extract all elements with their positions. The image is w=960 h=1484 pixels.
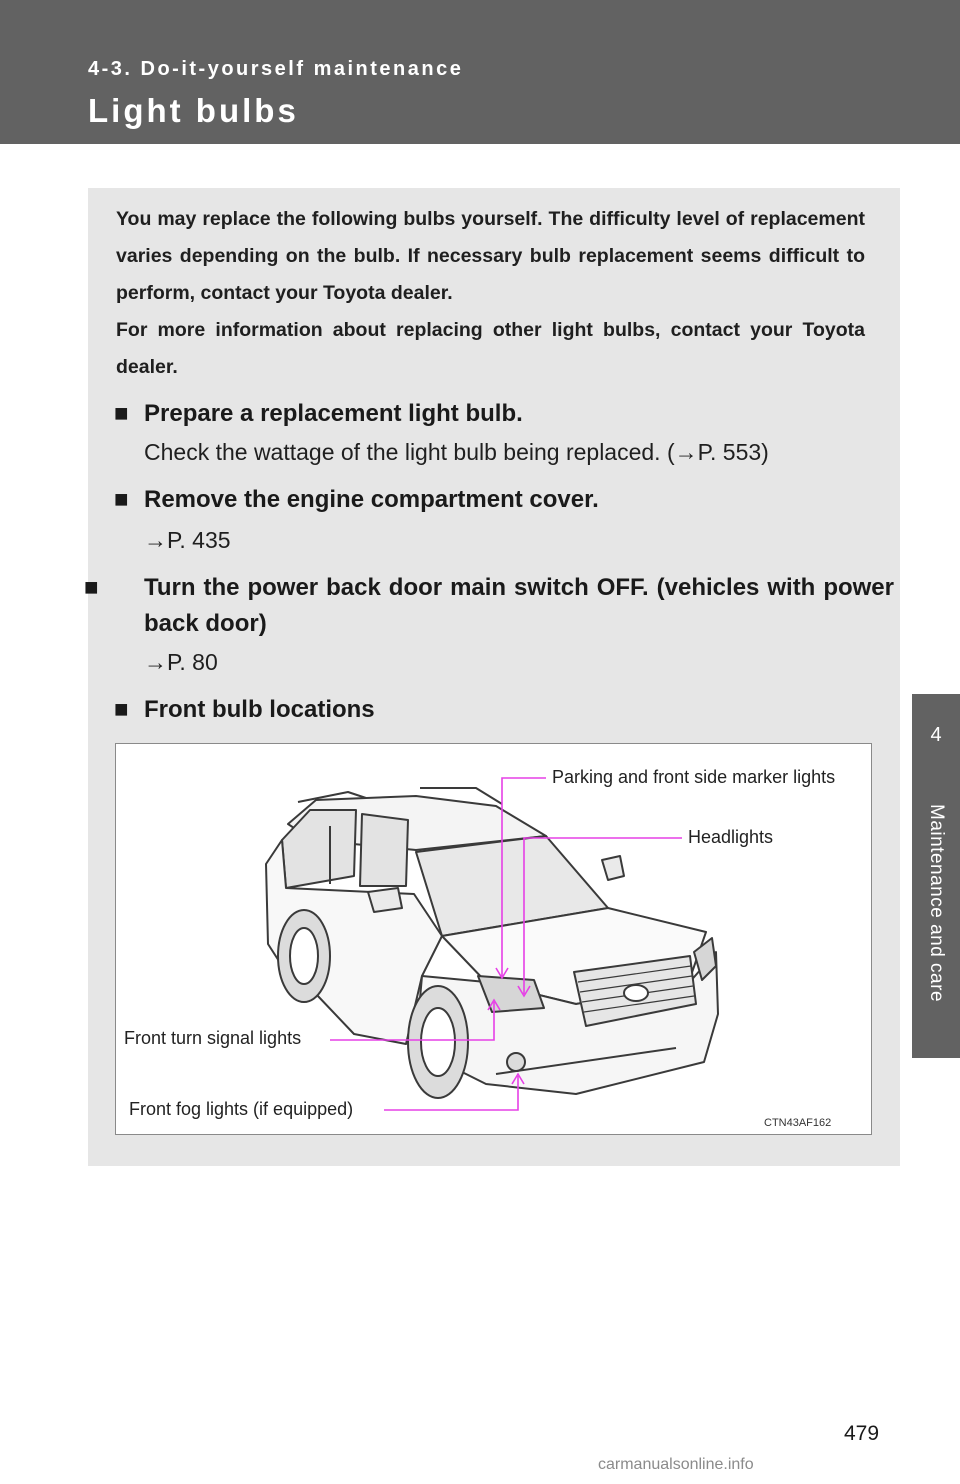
- intro-paragraph-1: You may replace the following bulbs yourself. The difficulty level of replacement varies depending on the bulb. If necessary bulb replacement seems difficult to perform, contact your Toyota dealer.: [116, 208, 865, 304]
- heading-text: Prepare a replacement light bulb.: [144, 400, 523, 427]
- chapter-side-tab[interactable]: [912, 694, 960, 1058]
- page-header: [0, 0, 960, 144]
- label-parking-side-marker: Parking and front side marker lights: [552, 767, 836, 787]
- body-ref-435: →P. 435: [144, 527, 231, 553]
- square-bullet-icon: ■: [114, 696, 129, 723]
- heading-text: Turn the power back door main switch OFF. (vehicles with power back door): [144, 574, 894, 637]
- heading-text: Remove the engine compartment cover.: [144, 486, 599, 513]
- chapter-number: 4: [930, 724, 942, 746]
- body-check-wattage: Check the wattage of the light bulb being replaced. (→P. 553): [144, 439, 769, 465]
- front-bulb-figure: [115, 743, 872, 1135]
- section-number: 4-3. Do-it-yourself maintenance: [88, 58, 464, 80]
- label-turn-signal: Front turn signal lights: [124, 1028, 302, 1048]
- label-headlights: Headlights: [688, 827, 774, 847]
- page-number: 479: [844, 1422, 880, 1445]
- heading-remove-cover: [114, 482, 874, 518]
- chapter-label: Maintenance and care: [926, 804, 947, 1003]
- heading-power-back-door: [84, 570, 894, 642]
- square-bullet-icon: ■: [114, 486, 129, 513]
- page-title: Light bulbs: [88, 92, 299, 129]
- heading-text: Front bulb locations: [144, 696, 375, 723]
- label-fog-lights: Front fog lights (if equipped): [129, 1099, 354, 1119]
- callout-leader-lines: [116, 744, 873, 1136]
- heading-prepare-bulb: [114, 396, 874, 432]
- square-bullet-icon: ■: [114, 400, 129, 427]
- body-ref-80: →P. 80: [144, 649, 218, 675]
- heading-front-bulb-locations: [114, 692, 874, 728]
- figure-code: CTN43AF162: [764, 1117, 832, 1129]
- square-bullet-icon: ■: [84, 574, 99, 601]
- intro-paragraph-2: For more information about replacing other light bulbs, contact your Toyota dealer.: [116, 319, 865, 378]
- watermark: carmanualsonline.info: [598, 1456, 754, 1473]
